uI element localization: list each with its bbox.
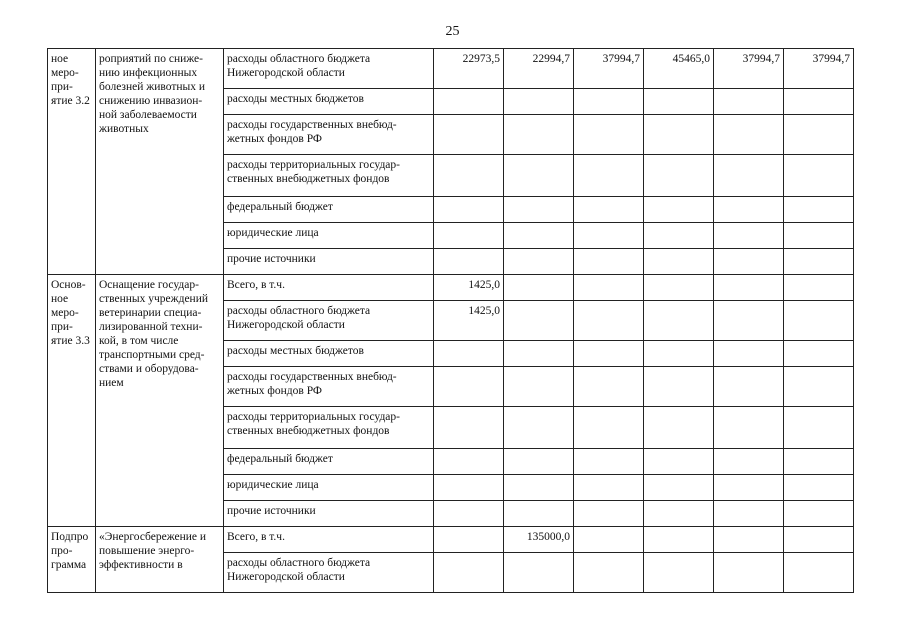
funding-source-cell: расходы областного бюджета Нижегородской области bbox=[224, 553, 434, 593]
funding-source-cell: расходы территориальных государ-ственных внебюджетных фондов bbox=[224, 155, 434, 197]
activity-name-cell: «Энергосбережение и повышение энерго-эффективности в bbox=[96, 527, 224, 593]
funding-source-cell: федеральный бюджет bbox=[224, 197, 434, 223]
value-cell: 37994,7 bbox=[574, 49, 644, 89]
table-row bbox=[48, 49, 854, 89]
funding-source-cell: прочие источники bbox=[224, 249, 434, 275]
funding-source-cell: расходы местных бюджетов bbox=[224, 89, 434, 115]
value-cell: 22973,5 bbox=[434, 49, 504, 89]
value-cell: 37994,7 bbox=[784, 49, 854, 89]
funding-source-cell: расходы областного бюджета Нижегородской области bbox=[224, 49, 434, 89]
activity-name-cell: роприятий по сниже-нию инфекционных болезней животных и снижению инвазион-ной заболеваемости животных bbox=[96, 49, 224, 275]
value-cell: 37994,7 bbox=[714, 49, 784, 89]
table-row: Подпро про-грамма «Энергосбережение и повышение энерго-эффективности в Всего, в т.ч. 135000,0 bbox=[48, 527, 854, 553]
funding-source-cell: Всего, в т.ч. bbox=[224, 527, 434, 553]
page-number: 25 bbox=[445, 24, 460, 39]
funding-source-cell: юридические лица bbox=[224, 475, 434, 501]
budget-table bbox=[47, 48, 854, 593]
funding-source-cell: Всего, в т.ч. bbox=[224, 275, 434, 301]
funding-source-cell: расходы государственных внебюд-жетных фондов РФ bbox=[224, 115, 434, 155]
funding-source-cell: федеральный бюджет bbox=[224, 449, 434, 475]
table-row: расходы областного бюджета Нижегородской области 1425,0 bbox=[48, 301, 854, 341]
funding-source-cell: юридические лица bbox=[224, 223, 434, 249]
activity-code-cell: Подпро про-грамма bbox=[48, 527, 96, 593]
funding-source-cell: расходы местных бюджетов bbox=[224, 341, 434, 367]
funding-source-cell: прочие источники bbox=[224, 501, 434, 527]
funding-source-cell: расходы областного бюджета Нижегородской области bbox=[224, 301, 434, 341]
value-cell: 45465,0 bbox=[644, 49, 714, 89]
value-cell: 22994,7 bbox=[504, 49, 574, 89]
table-row: Основ-ное меро-при-ятие 3.3 Оснащение государ-ственных учреждений ветеринарии специа-лизированной техни-кой, в том числе транспортными сред-ствами и оборудова-нием Всего, в т.ч. 1425,0 bbox=[48, 275, 854, 301]
activity-name-cell: Оснащение государ-ственных учреждений ветеринарии специа-лизированной техни-кой, в том числе транспортными сред-ствами и оборудова-нием bbox=[96, 275, 224, 527]
activity-code-cell: ное меро-при-ятие 3.2 bbox=[48, 49, 96, 275]
activity-code-cell: Основ-ное меро-при-ятие 3.3 bbox=[48, 275, 96, 527]
funding-source-cell: расходы государственных внебюд-жетных фондов РФ bbox=[224, 367, 434, 407]
funding-source-cell: расходы территориальных государ-ственных внебюджетных фондов bbox=[224, 407, 434, 449]
